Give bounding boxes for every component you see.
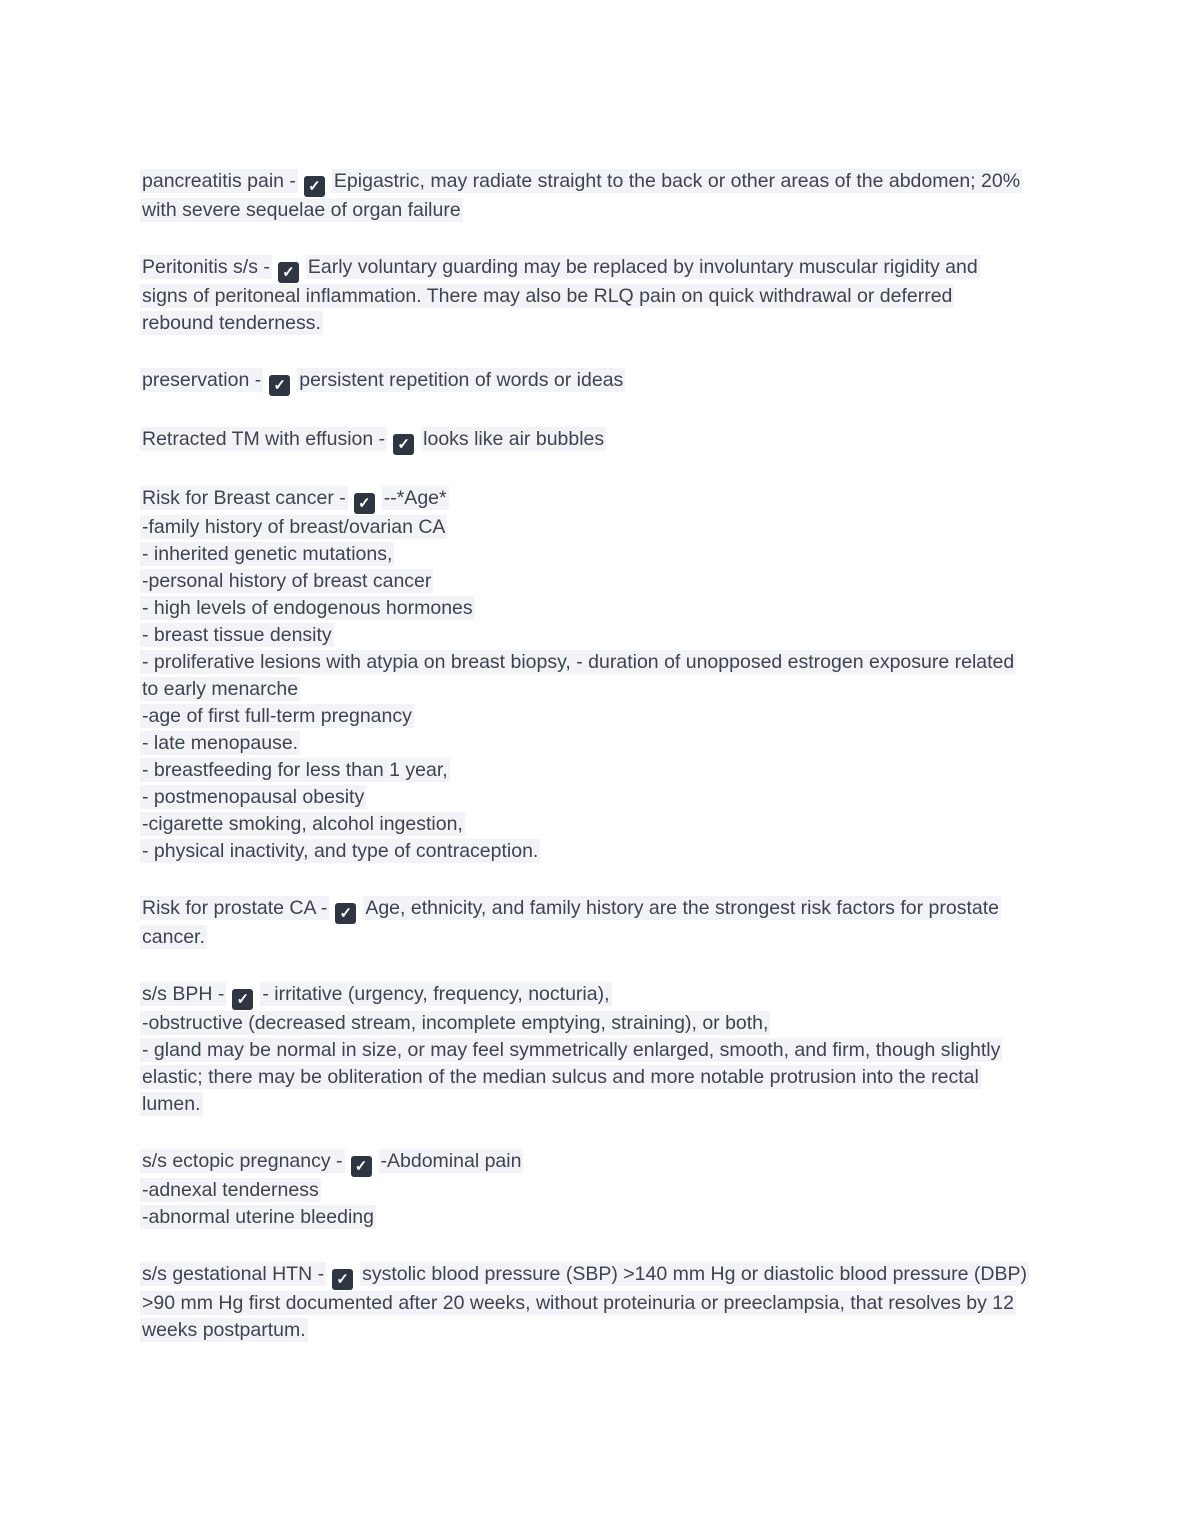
answer-line bbox=[140, 595, 1028, 622]
answer-line bbox=[140, 1204, 1028, 1231]
answer-line-text: - inherited genetic mutations, bbox=[142, 543, 393, 565]
checkmark-glyph: ✓ bbox=[354, 1158, 368, 1175]
term-text: s/s ectopic pregnancy - bbox=[142, 1150, 343, 1172]
answer-line-text: - physical inactivity, and type of contraception. bbox=[142, 840, 539, 862]
definition-text: --*Age* bbox=[383, 487, 447, 509]
note-item bbox=[140, 485, 1028, 865]
checkmark-glyph: ✓ bbox=[282, 264, 295, 281]
note-item bbox=[140, 1148, 1028, 1231]
note-item bbox=[140, 981, 1028, 1118]
answer-line-text: - postmenopausal obesity bbox=[142, 786, 365, 808]
answer-line-text: -personal history of breast cancer bbox=[142, 570, 432, 592]
note-item bbox=[140, 254, 1028, 337]
definition-text: - irritative (urgency, frequency, nocturia), bbox=[262, 983, 610, 1005]
note-item bbox=[140, 168, 1028, 224]
definition-text: looks like air bubbles bbox=[423, 428, 605, 450]
checkbox-icon bbox=[232, 989, 253, 1010]
checkbox-icon bbox=[354, 493, 375, 514]
answer-line bbox=[140, 622, 1028, 649]
answer-line-text: -cigarette smoking, alcohol ingestion, bbox=[142, 813, 463, 835]
answer-line-text: -adnexal tenderness bbox=[142, 1179, 319, 1201]
answer-line bbox=[140, 568, 1028, 595]
checkbox-icon bbox=[335, 903, 356, 924]
answer-line bbox=[140, 811, 1028, 838]
checkbox-icon bbox=[269, 375, 290, 396]
definition-text: -Abdominal pain bbox=[380, 1150, 522, 1172]
answer-line bbox=[140, 730, 1028, 757]
term-text: Risk for prostate CA - bbox=[142, 897, 328, 919]
term-text: Retracted TM with effusion - bbox=[142, 428, 386, 450]
checkbox-icon bbox=[393, 434, 414, 455]
definition-text: Age, ethnicity, and family history are the strongest risk factors for prostate cancer. bbox=[142, 897, 999, 948]
answer-line-text: - proliferative lesions with atypia on breast biopsy, - duration of unopposed estrogen exposure related to early menarche bbox=[142, 651, 1015, 700]
definition-text: persistent repetition of words or ideas bbox=[299, 369, 624, 391]
checkbox-icon bbox=[278, 262, 299, 283]
answer-line bbox=[140, 1037, 1028, 1118]
checkmark-glyph: ✓ bbox=[357, 495, 371, 512]
checkbox-icon bbox=[304, 176, 325, 197]
definition-text: Epigastric, may radiate straight to the back or other areas of the abdomen; 20% with severe sequelae of organ failure bbox=[142, 170, 1021, 221]
term-text: Risk for Breast cancer - bbox=[142, 487, 346, 509]
answer-line-text: -abnormal uterine bleeding bbox=[142, 1206, 374, 1228]
note-item bbox=[140, 426, 1028, 455]
term-text: preservation - bbox=[142, 369, 262, 391]
answer-line-text: -family history of breast/ovarian CA bbox=[142, 516, 446, 538]
answer-line bbox=[140, 784, 1028, 811]
checkmark-glyph: ✓ bbox=[397, 436, 410, 453]
definition-text: Early voluntary guarding may be replaced by involuntary muscular rigidity and signs of peritoneal inflammation. There may also be RLQ pain on quick withdrawal or deferred rebound tenderness. bbox=[142, 256, 978, 334]
term-text: pancreatitis pain - bbox=[142, 170, 296, 192]
answer-line-text: - breastfeeding for less than 1 year, bbox=[142, 759, 448, 781]
checkmark-glyph: ✓ bbox=[236, 991, 250, 1008]
term-text: s/s BPH - bbox=[142, 983, 225, 1005]
answer-line bbox=[140, 1010, 1028, 1037]
definition-text: systolic blood pressure (SBP) >140 mm Hg or diastolic blood pressure (DBP) >90 mm Hg first documented after 20 weeks, without proteinuria or preeclampsia, that resolves by 12 weeks postpartum. bbox=[142, 1263, 1027, 1341]
answer-line bbox=[140, 649, 1028, 703]
answer-line-text: - high levels of endogenous hormones bbox=[142, 597, 473, 619]
checkbox-icon bbox=[351, 1156, 372, 1177]
note-item bbox=[140, 895, 1028, 951]
answer-line bbox=[140, 1177, 1028, 1204]
notes-list bbox=[140, 168, 1028, 1374]
checkmark-glyph: ✓ bbox=[308, 178, 321, 195]
term-text: s/s gestational HTN - bbox=[142, 1263, 325, 1285]
checkmark-glyph: ✓ bbox=[336, 1271, 349, 1288]
answer-line bbox=[140, 757, 1028, 784]
answer-line bbox=[140, 541, 1028, 568]
answer-line-text: -obstructive (decreased stream, incomplete emptying, straining), or both, bbox=[142, 1012, 769, 1034]
checkmark-glyph: ✓ bbox=[339, 905, 353, 922]
checkmark-glyph: ✓ bbox=[273, 377, 286, 394]
answer-line bbox=[140, 838, 1028, 865]
answer-line-text: - late menopause. bbox=[142, 732, 299, 754]
note-item bbox=[140, 1261, 1028, 1344]
note-item bbox=[140, 367, 1028, 396]
answer-line-text: - gland may be normal in size, or may feel symmetrically enlarged, smooth, and firm, though slightly elastic; there may be obliteration of the median sulcus and more notable protrusion into the rectal lumen. bbox=[142, 1039, 1001, 1115]
answer-line-text: -age of first full-term pregnancy bbox=[142, 705, 412, 727]
answer-line bbox=[140, 703, 1028, 730]
answer-line-text: - breast tissue density bbox=[142, 624, 332, 646]
term-text: Peritonitis s/s - bbox=[142, 256, 270, 278]
checkbox-icon bbox=[332, 1269, 353, 1290]
answer-line bbox=[140, 514, 1028, 541]
